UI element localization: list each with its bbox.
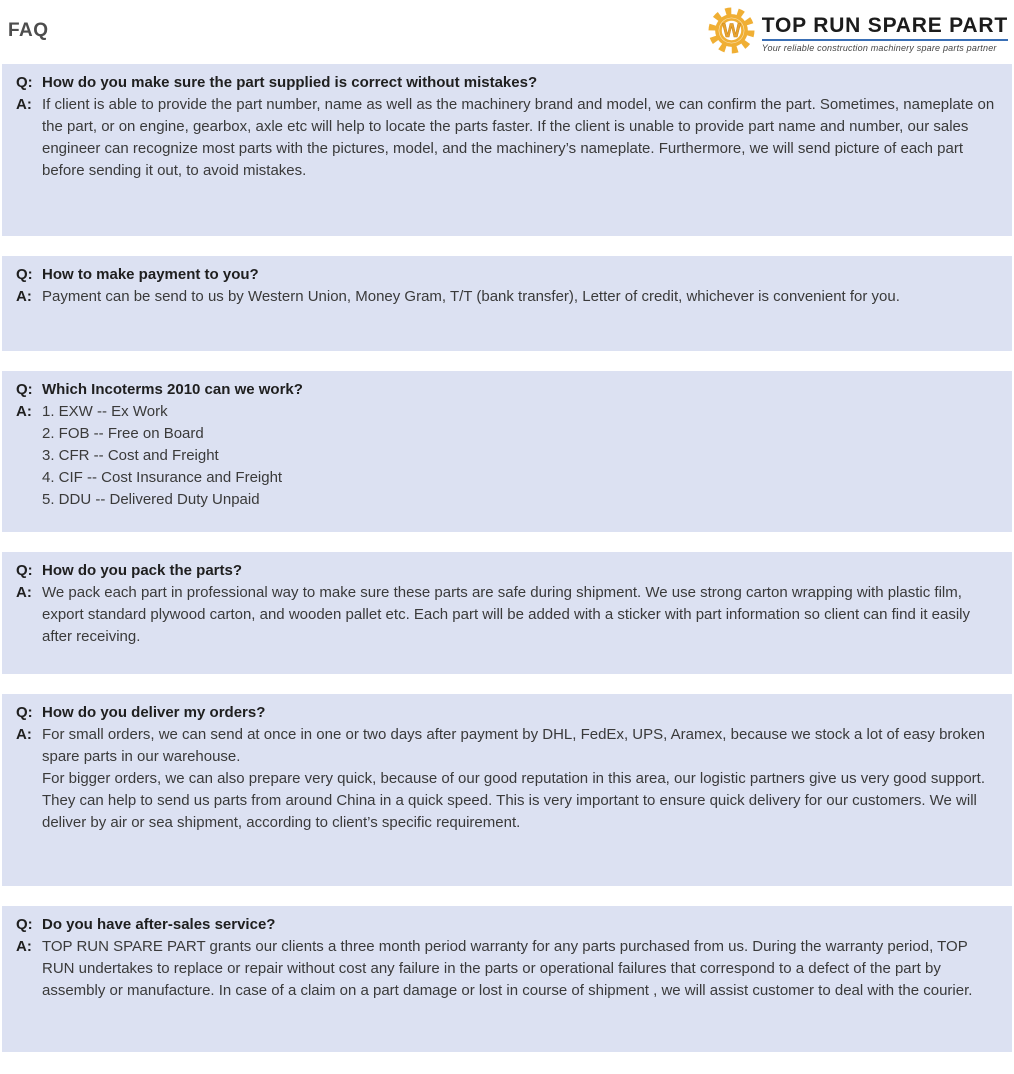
answer-prefix: A: bbox=[16, 96, 32, 113]
faq-item-packing bbox=[2, 552, 1012, 674]
answer-text bbox=[42, 94, 1002, 182]
question-prefix: Q: bbox=[16, 74, 33, 91]
page-title: FAQ bbox=[8, 20, 49, 41]
gear-icon bbox=[708, 7, 755, 59]
answer-text bbox=[42, 724, 1002, 834]
question-row bbox=[16, 264, 1002, 286]
answer-paragraph: We pack each part in professional way to make sure these parts are safe during shipment. We use strong carton wrapping with plastic film, export standard plywood carton, and wooden pallet etc. Each part will be added with a sticker with part information so client can find it easily after receiving. bbox=[42, 584, 971, 645]
answer-row bbox=[16, 286, 1002, 308]
faq-item-payment bbox=[2, 256, 1012, 351]
svg-text:W: W bbox=[722, 20, 741, 43]
answer-text bbox=[42, 582, 1002, 648]
answer-paragraph: If client is able to provide the part number, name as well as the machinery brand and model, we can confirm the part. Sometimes, nameplate on the part, or on engine, gearbox, axle etc will help to locate the parts faster. If the client is unable to provide part name and number, our sales engineer can recognize most parts with the pictures, model, and the machinery’s nameplate. Furthermore, we will send picture of each part before sending it out, to avoid mistakes. bbox=[42, 96, 995, 179]
answer-text bbox=[42, 936, 1002, 1002]
question-prefix: Q: bbox=[16, 381, 33, 398]
question-prefix: Q: bbox=[16, 916, 33, 933]
question-text: How do you pack the parts? bbox=[42, 562, 243, 579]
answer-row bbox=[16, 94, 1002, 182]
faq-item-incoterms bbox=[2, 371, 1012, 532]
incoterm-line: 3. CFR -- Cost and Freight bbox=[42, 447, 219, 464]
answer-prefix: A: bbox=[16, 726, 32, 743]
page-header bbox=[0, 0, 1014, 64]
answer-prefix: A: bbox=[16, 288, 32, 305]
question-prefix: Q: bbox=[16, 562, 33, 579]
answer-paragraph: For bigger orders, we can also prepare very quick, because of our good reputation in this area, our logistic partners give us very good support. They can help to send us parts from around China in a quick speed. This is very important to ensure quick delivery for our customers. We will deliver by air or sea shipment, according to client’s specific requirement. bbox=[42, 770, 986, 831]
answer-paragraph: For small orders, we can send at once in one or two days after payment by DHL, FedEx, UPS, Aramex, because we stock a lot of easy broken spare parts in our warehouse. bbox=[42, 726, 985, 765]
answer-prefix: A: bbox=[16, 938, 32, 955]
question-text: How do you make sure the part supplied is correct without mistakes? bbox=[42, 74, 538, 91]
answer-text bbox=[42, 286, 900, 308]
answer-prefix: A: bbox=[16, 584, 32, 601]
faq-item-after-sales bbox=[2, 906, 1012, 1052]
logo-tagline: Your reliable construction machinery spare parts partner bbox=[761, 42, 997, 53]
answer-row bbox=[16, 724, 1002, 834]
question-row bbox=[16, 560, 1002, 582]
faq-list bbox=[0, 64, 1014, 1052]
question-prefix: Q: bbox=[16, 266, 33, 283]
answer-row bbox=[16, 936, 1002, 1002]
faq-item-part-accuracy bbox=[2, 64, 1012, 236]
faq-item-delivery bbox=[2, 694, 1012, 886]
question-text: How do you deliver my orders? bbox=[42, 704, 266, 721]
question-row bbox=[16, 379, 1002, 401]
question-text: Do you have after-sales service? bbox=[42, 916, 276, 933]
answer-prefix: A: bbox=[16, 403, 32, 420]
incoterm-line: 1. EXW -- Ex Work bbox=[42, 403, 168, 420]
question-text: How to make payment to you? bbox=[42, 266, 259, 283]
answer-row bbox=[16, 401, 1002, 511]
logo-divider bbox=[762, 39, 1008, 41]
question-row bbox=[16, 702, 1002, 724]
question-row bbox=[16, 72, 1002, 94]
incoterm-line: 5. DDU -- Delivered Duty Unpaid bbox=[42, 491, 260, 508]
answer-paragraph: Payment can be send to us by Western Union, Money Gram, T/T (bank transfer), Letter of credit, whichever is convenient for you. bbox=[42, 288, 900, 305]
question-text: Which Incoterms 2010 can we work? bbox=[42, 381, 303, 398]
company-logo[interactable] bbox=[708, 7, 1008, 59]
answer-paragraph: TOP RUN SPARE PART grants our clients a three month period warranty for any parts purchased from us. During the warranty period, TOP RUN undertakes to replace or repair without cost any failure in the parts or operational failures that correspond to a defect of the part by assembly or manufacture. In case of a claim on a part damage or lost in course of shipment , we will assist customer to deal with the courier. bbox=[42, 938, 973, 999]
answer-text bbox=[42, 401, 282, 511]
answer-row bbox=[16, 582, 1002, 648]
logo-company-name: TOP RUN SPARE PART bbox=[761, 13, 1008, 37]
incoterm-line: 2. FOB -- Free on Board bbox=[42, 425, 204, 442]
question-row bbox=[16, 914, 1002, 936]
question-prefix: Q: bbox=[16, 704, 33, 721]
incoterm-line: 4. CIF -- Cost Insurance and Freight bbox=[42, 469, 283, 486]
logo-text bbox=[762, 14, 1008, 53]
